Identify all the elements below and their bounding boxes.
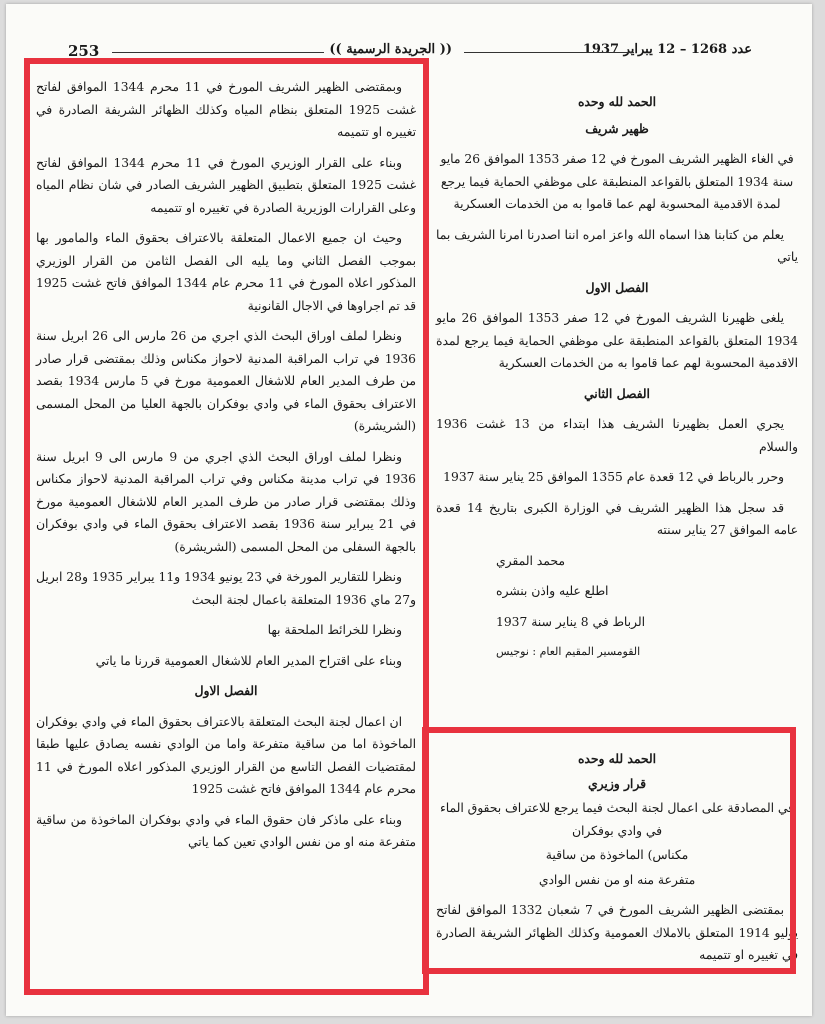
second-decree	[436, 746, 798, 975]
issue-number: عدد 1268 – 12 يبراير 1937	[582, 42, 752, 57]
paragraph: وبناء على القرار الوزيري المورخ في 11 محرم 1344 الموافق لفاتح غشت 1925 المتعلق بتطبيق الظهير الشريف الصادر في شان نظام المياه وعلى القرارات الوزيرية الصادرة في تغييره او تتميمه	[36, 155, 417, 215]
left-column	[36, 76, 416, 862]
paragraph: قد سجل هذا الظهير الشريف في الوزارة الكبرى بتاريخ 14 قعدة عامه الموافق 27 يناير سنته	[436, 500, 798, 537]
decree-title: ظهير شريف	[585, 120, 649, 136]
paragraph: ونظرا للتقارير المورخة في 23 يونيو 1934 و11 يبراير 1935 و28 ابريل و27 ماي 1936 المتعلقة باعمال لجنة البحث	[36, 570, 416, 607]
paragraph: يلغى ظهيرنا الشريف المورخ في 12 صفر 1353 الموافق 26 مايو 1934 المتعلق بالقواعد المنطبقة على موظفي الحماية فيما يرجع لمدة الاقدمية المحسوبة لهم عما قاموا به من الخدمات العسكرية	[436, 311, 798, 370]
page-number: 253	[68, 42, 100, 60]
chapter-title: الفصل الاول	[194, 683, 258, 698]
praise-line: الحمد لله وحده	[577, 751, 657, 766]
paragraph: وحرر بالرباط في 12 قعدة عام 1355 الموافق 25 يناير سنة 1937	[443, 470, 784, 484]
publication-approval: اطلع عليه واذن بنشره	[496, 584, 609, 598]
header-rule-left	[112, 52, 324, 53]
decree-subject-line: في المصادقة على اعمال لجنة البحث فيما يرجع للاعتراف بحقوق الماء في وادي بوفكران	[439, 801, 795, 838]
paragraph: ان اعمال لجنة البحث المتعلقة بالاعتراف بحقوق الماء في وادي بوفكران الماخوذة اما من ساقية متفرعة واما من الوادي نفسه يصادق عليها طبقا لمقتضيات الفصل التاسع من القرار الوزيري المذكور اعلاه المورخ في 11 محرم عام 1344 الموافق فاتح غشت 1925	[36, 714, 416, 796]
paragraph: وحيث ان جميع الاعمال المتعلقة بالاعتراف بحقوق الماء والمامور بها بموجب الفصل الثاني وما يليه الى الفصل الثامن من القرار الوزيري المذكور اعلاه المورخ في 11 محرم عام 1344 الموافق فاتح غشت 1925 قد تم اجراوها في الاجال القانونية	[36, 231, 416, 313]
page-header	[68, 38, 752, 62]
paragraph: ونظرا لملف اوراق البحث الذي اجري من 9 مارس الى 9 ابريل سنة 1936 في تراب مدينة مكناس وفي تراب المراقبة المدنية لاحواز مكناس وذلك بمقتضى قرار صادر من طرف المدير العام للاشغال العمومية مورخ في 21 يبراير سنة 1936 بقصد الاعتراف بحقوق الماء في وادي بوفكران بالجهة السفلى من المحل المسمى (الشريشرة)	[36, 449, 416, 554]
journal-title: (( الجريدة الرسمية ))	[329, 42, 452, 57]
right-column	[436, 89, 798, 672]
decree-subject: في الغاء الظهير الشريف المورخ في 12 صفر 1353 الموافق 26 مايو سنة 1934 المتعلق بالقواعد المنطبقة على موظفي الحماية فيما يرجع لمدة الاقدمية المحسوبة لهم عما قاموا به من الخدمات العسكرية	[440, 152, 794, 211]
decree-subject-line: مكناس) الماخوذة من ساقية	[545, 848, 689, 862]
paragraph: بمقتضى الظهير الشريف المورخ في 7 شعبان 1332 الموافق لفاتح يوليو 1914 المتعلق بالاملاك العمومية وكذلك الظهائر الشريفة الصادرة في تغييره او تتميمه	[436, 903, 799, 962]
header-rule-right	[464, 52, 634, 53]
rabat-date: الرباط في 8 يناير سنة 1937	[496, 614, 645, 629]
paragraph: ونظرا لملف اوراق البحث الذي اجري من 26 مارس الى 26 ابريل سنة 1936 في تراب المراقبة المدنية لاحواز مكناس وذلك بمقتضى قرار صادر من طرف المدير العام للاشغال العمومية مورخ في 5 مارس 1934 بقصد الاعتراف بحقوق الماء في وادي بوفكران بالجهة العليا من المحل المسمى (الشريشرة)	[36, 329, 416, 433]
paragraph: ونظرا للخرائط الملحقة بها	[267, 623, 402, 637]
paragraph: وبناء على اقتراح المدير العام للاشغال العمومية قررنا ما ياتي	[95, 653, 402, 668]
chapter-title: الفصل الثاني	[584, 385, 650, 401]
resident-general: القومسير المقيم العام : نوجيس	[496, 645, 641, 658]
column-divider	[425, 66, 426, 726]
paragraph: وبمقتضى الظهير الشريف المورخ في 11 محرم 1344 الموافق لفاتح غشت 1925 المتعلق بنظام المياه وكذلك الظهائر الشريفة الصادرة في تغييره او تتميمه	[36, 80, 416, 139]
decree-title: قرار وزيري	[587, 775, 646, 791]
paragraph: يجري العمل بظهيرنا الشريف هذا ابتداء من 13 غشت 1936 والسلام	[436, 417, 798, 454]
signatory: محمد المقري	[496, 553, 565, 568]
paragraph: وبناء على ماذكر فان حقوق الماء في وادي بوفكران الماخوذة من ساقية متفرعة منه او من نفس الوادي تعين كما ياتي	[36, 812, 416, 849]
preamble: يعلم من كتابنا هذا اسماه الله واعز امره اننا اصدرنا امرنا الشريف بما ياتي	[436, 227, 798, 264]
praise-line: الحمد لله وحده	[577, 94, 657, 109]
decree-subject-line: متفرعة منه او من نفس الوادي	[538, 872, 696, 887]
chapter-title: الفصل الاول	[585, 279, 649, 295]
official-gazette-page	[6, 4, 812, 1016]
